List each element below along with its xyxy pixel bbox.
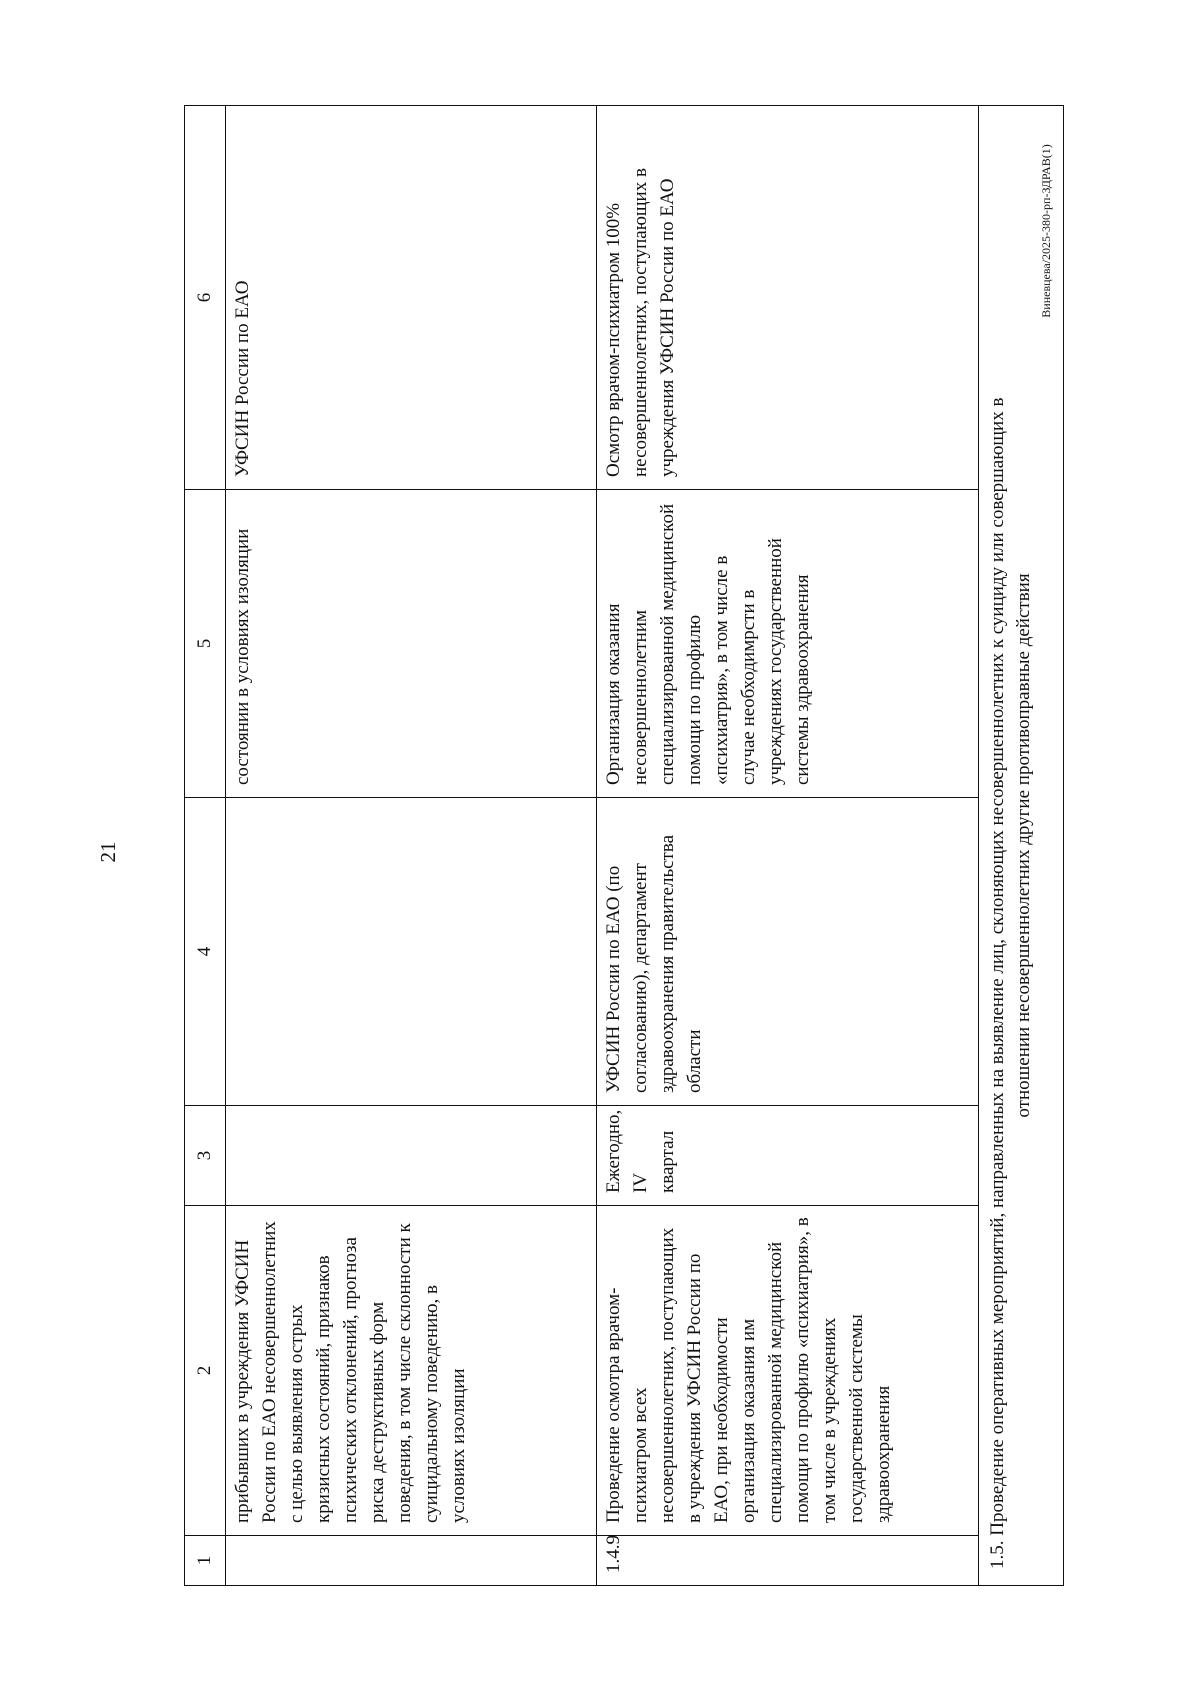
table-header-row [185,106,226,1586]
result-cell: Организация оказания несовершеннолетним специализированной медицинской помощи по профилю «психиатрия», в том числе в случае необходимрсти в учреждениях государственной системы здравоохранения [597,490,978,798]
header-cell: 1 [185,1536,226,1586]
header-cell: 3 [185,1106,226,1206]
table-row [226,106,597,1586]
measure-cell: прибывших в учреждения УФСИН России по ЕАО несовершеннолетних с целью выявления острых кризисных состояний, признаков психических отклонений, прогноза риска деструктивных форм поведения, в том числе склонности к суицидальному поведению, в условиях изоляции [226,1206,597,1536]
rotated-table-container [184,106,1064,1586]
header-cell: 5 [185,490,226,798]
section-heading-line2: отношении несовершеннолетних другие противоправные действия [1013,573,1035,1118]
indicator-cell: Осмотр врачом-психиатром 100% несовершеннолетних, поступающих в учреждения УФСИН России по ЕАО [597,106,978,490]
indicator-cell: УФСИН России по ЕАО [226,106,597,490]
term-cell: Ежегодно, IV квартал [597,1106,978,1206]
term-cell [226,1106,597,1206]
header-cell: 6 [185,106,226,490]
table-row [597,106,978,1586]
header-cell: 2 [185,1206,226,1536]
measures-table [184,105,1064,1586]
row-number-cell [226,1536,597,1586]
responsible-cell: УФСИН России по ЕАО (по согласованию), департамент здравоохранения правительства области [597,798,978,1106]
measure-cell: Проведение осмотра врачом-психиатром всех несовершеннолетних, поступающих в учреждения УФСИН России по ЕАО, при необходимости организация оказания им специализированной медицинской помощи по профилю «психиатрия», в том числе в учреждениях государственной системы здравоохранения [597,1206,978,1536]
responsible-cell [226,798,597,1106]
header-cell: 4 [185,798,226,1106]
page-number: 21 [96,841,120,863]
section-heading-line1: 1.5. Проведение оперативных мероприятий, направленных на выявление лиц, склоняющих несовершеннолетних к суициду или совершающих в [986,397,1008,1569]
result-cell: состоянии в условиях изоляции [226,490,597,798]
document-code: Виневцева/2025-380-рп-ЗДРАВ(1) [1039,144,1053,318]
row-number-cell: 1.4.9 [597,1536,978,1586]
